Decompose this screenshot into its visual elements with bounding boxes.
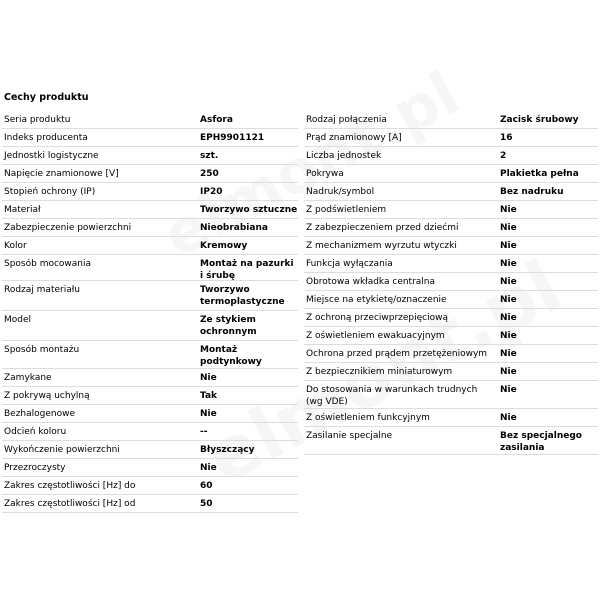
property-label: Indeks producenta [4, 133, 88, 143]
left-row [2, 441, 298, 459]
property-label: Odcień koloru [4, 427, 67, 437]
property-label: Ochrona przed prądem przetężeniowym [306, 349, 488, 359]
property-label: Z bezpiecznikiem miniaturowym [306, 367, 453, 377]
property-label: Do stosowania w warunkach trudnych (wg VDE) [306, 385, 478, 407]
left-row [2, 147, 298, 165]
property-value: Nie [500, 277, 517, 287]
right-row [304, 129, 598, 147]
left-row [2, 341, 298, 369]
left-row [2, 183, 298, 201]
property-value: Kremowy [200, 241, 248, 251]
left-row [2, 311, 298, 341]
property-value: Nie [500, 295, 517, 305]
property-value: Błyszczący [200, 445, 255, 455]
property-value: Montaż na pazurki i śrubę [200, 259, 294, 281]
left-row [2, 459, 298, 477]
property-label: Funkcja wyłączania [306, 259, 393, 269]
property-value: 250 [200, 169, 219, 179]
property-value: Nie [500, 259, 517, 269]
property-label: Prąd znamionowy [A] [306, 133, 402, 143]
property-label: Z pokrywą uchylną [4, 391, 90, 401]
property-label: Jednostki logistyczne [4, 151, 99, 161]
property-value: Nie [500, 331, 517, 341]
right-row [304, 345, 598, 363]
property-label: Zakres częstotliwości [Hz] do [4, 481, 136, 491]
property-label: Obrotowa wkładka centralna [306, 277, 436, 287]
property-value: Nie [500, 413, 517, 423]
right-row [304, 427, 598, 455]
right-row [304, 381, 598, 409]
property-value: Nie [500, 367, 517, 377]
right-row [304, 409, 598, 427]
property-value: Nie [500, 349, 517, 359]
property-label: Sposób montażu [4, 345, 80, 355]
left-row [2, 255, 298, 281]
property-value: Nie [200, 463, 217, 473]
property-label: Z oświetleniem ewakuacyjnym [306, 331, 445, 341]
right-row [304, 363, 598, 381]
property-label: Model [4, 315, 32, 325]
property-value: Ze stykiem ochronnym [200, 315, 257, 337]
property-value: 16 [500, 133, 513, 143]
property-label: Z zabezpieczeniem przed dziećmi [306, 223, 459, 233]
right-property-table [304, 111, 598, 455]
property-value: 50 [200, 499, 213, 509]
property-label: Wykończenie powierzchni [4, 445, 120, 455]
property-value: IP20 [200, 187, 223, 197]
property-label: Zakres częstotliwości [Hz] od [4, 499, 136, 509]
property-label: Zamykane [4, 373, 52, 383]
right-row [304, 327, 598, 345]
property-value: Tak [200, 391, 218, 401]
right-row [304, 183, 598, 201]
property-label: Pokrywa [306, 169, 344, 179]
property-value: szt. [200, 151, 219, 161]
property-value: Nie [500, 385, 517, 395]
left-row [2, 495, 298, 513]
left-property-table [2, 111, 298, 513]
property-value: 60 [200, 481, 213, 491]
property-label: Rodzaj połączenia [306, 115, 387, 125]
left-row [2, 111, 298, 129]
left-row [2, 165, 298, 183]
right-row [304, 237, 598, 255]
property-value: Montaż podtynkowy [200, 345, 262, 367]
property-label: Kolor [4, 241, 27, 251]
property-value: Plakietka pełna [500, 169, 579, 179]
property-value: Nieobrabiana [200, 223, 268, 233]
right-row [304, 273, 598, 291]
left-row [2, 201, 298, 219]
right-row [304, 219, 598, 237]
property-label: Z oświetleniem funkcyjnym [306, 413, 430, 423]
property-label: Sposób mocowania [4, 259, 92, 269]
property-value: Nie [200, 373, 217, 383]
property-label: Z podświetleniem [306, 205, 387, 215]
property-value: Nie [500, 241, 517, 251]
property-value: Bez nadruku [500, 187, 564, 197]
property-label: Przezroczysty [4, 463, 66, 473]
property-label: Seria produktu [4, 115, 71, 125]
property-label: Zasilanie specjalne [306, 431, 393, 441]
property-value: Nie [500, 223, 517, 233]
right-row [304, 111, 598, 129]
property-label: Liczba jednostek [306, 151, 382, 161]
section-title: Cechy produktu [4, 92, 89, 103]
property-value: 2 [500, 151, 507, 161]
left-row [2, 369, 298, 387]
property-value: Tworzywo termoplastyczne [200, 285, 285, 307]
property-label: Bezhalogenowe [4, 409, 76, 419]
property-value: Nie [200, 409, 217, 419]
property-value: Zacisk śrubowy [500, 115, 579, 125]
property-label: Materiał [4, 205, 41, 215]
left-row [2, 477, 298, 495]
property-label: Z ochroną przeciwprzepięciową [306, 313, 449, 323]
left-row [2, 129, 298, 147]
left-row [2, 387, 298, 405]
left-row [2, 237, 298, 255]
property-label: Stopień ochrony (IP) [4, 187, 96, 197]
right-row [304, 201, 598, 219]
property-label: Nadruk/symbol [306, 187, 375, 197]
property-value: Tworzywo sztuczne [200, 205, 298, 215]
right-row [304, 255, 598, 273]
property-label: Zabezpieczenie powierzchni [4, 223, 132, 233]
property-label: Napięcie znamionowe [V] [4, 169, 119, 179]
left-row [2, 405, 298, 423]
right-row [304, 147, 598, 165]
right-row [304, 309, 598, 327]
property-value: -- [200, 427, 208, 437]
property-label: Miejsce na etykietę/oznaczenie [306, 295, 447, 305]
left-row [2, 281, 298, 311]
left-row [2, 219, 298, 237]
right-row [304, 165, 598, 183]
property-label: Rodzaj materiału [4, 285, 80, 295]
property-value: Nie [500, 205, 517, 215]
left-row [2, 423, 298, 441]
property-value: Bez specjalnego zasilania [500, 431, 582, 453]
right-row [304, 291, 598, 309]
property-value: Asfora [200, 115, 233, 125]
property-value: EPH9901121 [200, 133, 265, 143]
property-value: Nie [500, 313, 517, 323]
property-label: Z mechanizmem wyrzutu wtyczki [306, 241, 457, 251]
